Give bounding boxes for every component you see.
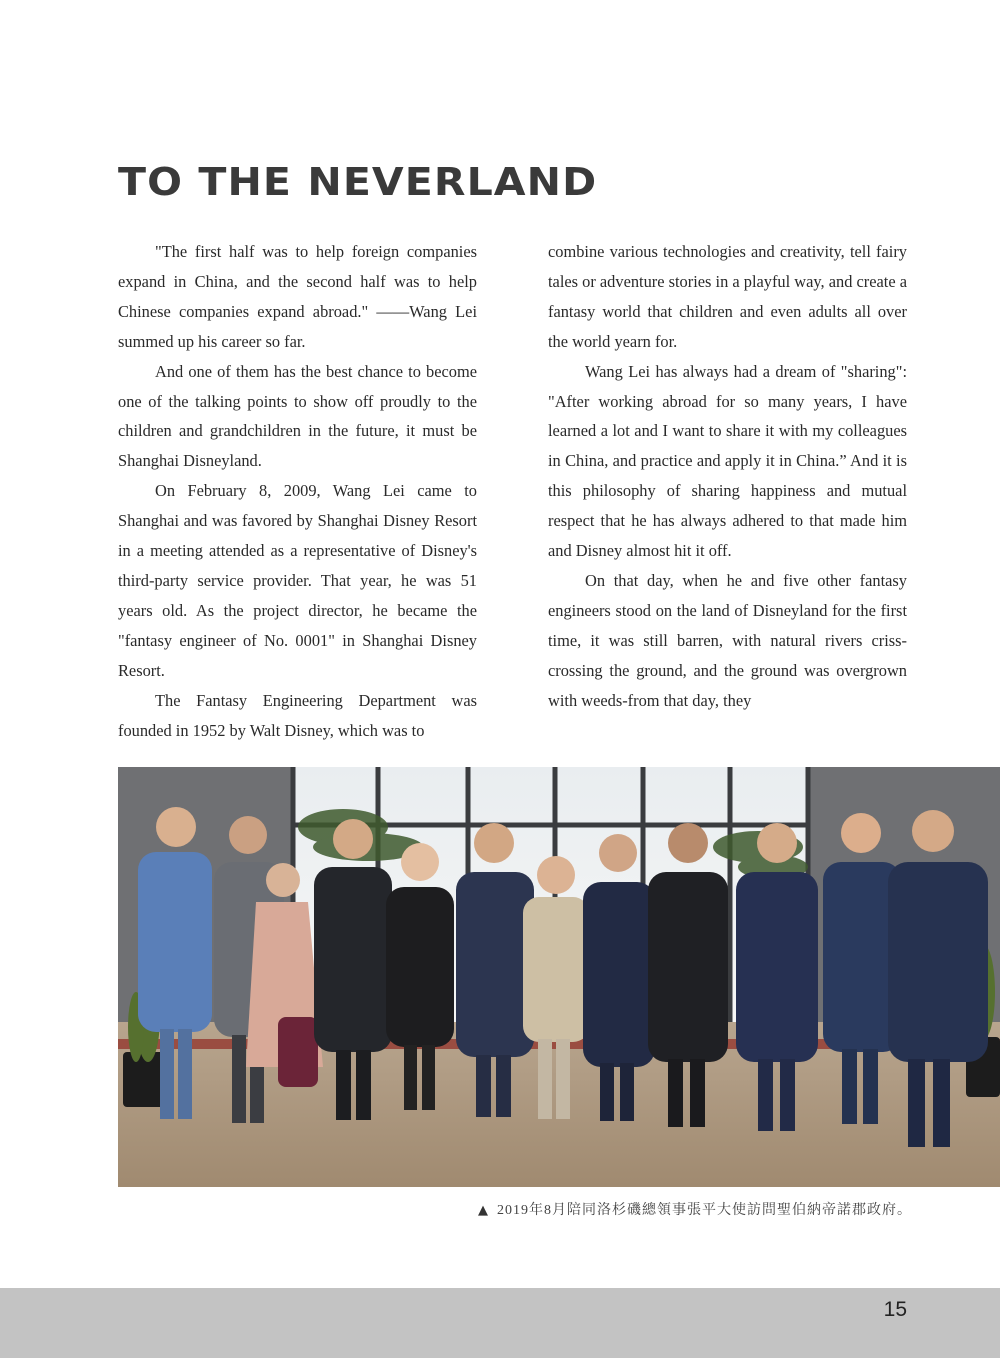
paragraph: "The first half was to help foreign companies expand in China, and the second half was to help Chinese companies expand abroad." ——Wang Lei summed up his career so far. — [118, 242, 477, 351]
group-photo — [118, 767, 1000, 1187]
left-column — [118, 237, 477, 745]
footer-bar — [0, 1288, 1000, 1358]
page-number: 15 — [883, 1298, 907, 1321]
paragraph: Wang Lei has always had a dream of "sharing": "After working abroad for so many years, I have learned a lot and I want to share it with my colleagues in China, and practice and apply it in China.” And it is this philosophy of sharing happiness and mutual respect that he has always adhered to that made him and Disney almost hit it off. — [548, 361, 907, 561]
paragraph: On February 8, 2009, Wang Lei came to Shanghai and was favored by Shanghai Disney Resort in a meeting attended as a representative of Disney's third-party service provider. That year, he was 51 years old. As the project director, he became the "fantasy engineer of No. 0001" in Shanghai Disney Resort. — [118, 481, 477, 680]
right-column — [548, 237, 907, 716]
triangle-marker-icon: ▲ — [478, 1203, 489, 1218]
photo-caption — [478, 1199, 912, 1219]
paragraph: The Fantasy Engineering Department was founded in 1952 by Walt Disney, which was to — [118, 690, 477, 740]
paragraph: And one of them has the best chance to become one of the talking points to show off proudly to the children and grandchildren in the future, it must be Shanghai Disneyland. — [118, 361, 477, 471]
caption-text: 2019年8月陪同洛杉磯總領事張平大使訪問聖伯納帝諾郡政府。 — [497, 1203, 912, 1218]
article-title: TO THE NEVERLAND — [118, 160, 598, 204]
paragraph: On that day, when he and five other fantasy engineers stood on the land of Disneyland for the first time, it was still barren, with natural rivers criss-crossing the ground, and the ground was overgrown with weeds-from that day, they — [548, 570, 907, 710]
paragraph: combine various technologies and creativity, tell fairy tales or adventure stories in a playful way, and create a fantasy world that children and even adults all over the world yearn for. — [548, 242, 907, 351]
